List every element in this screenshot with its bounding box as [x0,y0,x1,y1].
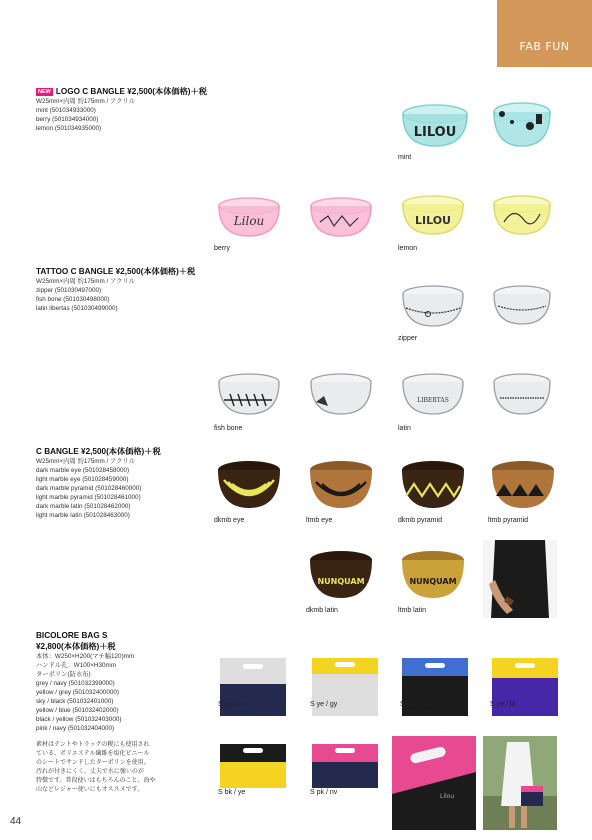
caption-latin: latin [398,425,411,432]
caption-zipper: zipper [398,335,418,342]
bag-spec: ターポリン(防水布) [36,671,91,678]
caption-ltmb-latin: ltmb latin [398,607,427,614]
new-badge: NEW [38,89,51,95]
bag-variant: sky / black (501032401000) [36,698,114,705]
logo-bangle-spec: W25mm×内周 約175mm / アクリル [36,98,135,105]
c-bangle-variant: dark marble latin (501028462000) [36,503,131,510]
bangle-ltmb-eye [306,458,376,512]
bangle-fishbone-front [214,372,284,418]
logo-bangle-title: NEW LOGO C BANGLE ¥2,500(本体価格)＋税 [38,87,207,96]
c-bangle-variant: dark marble pyramid (501028460000) [36,485,142,492]
bangle-dkmb-pyramid [398,458,468,512]
caption-ltmb-pyramid: ltmb pyramid [488,517,529,524]
bangle-dkmb-latin [306,548,376,602]
bangle-zipper-back [490,284,554,328]
page-number: 44 [10,816,22,827]
bag-variant: black / yellow (501032403000) [36,716,122,723]
bangle-ltmb-pyramid [488,458,558,512]
category-tab-label: FAB FUN [519,40,570,53]
latin-text: LIBERTAS [417,397,449,404]
caption-s-bk-ye: S bk / ye [218,789,246,796]
bag-title: BICOLORE BAG S [36,631,108,640]
tattoo-bangle-section [36,266,195,313]
caption-s-gy-nv: S gy / nv [218,701,246,708]
tattoo-bangle-variant: zipper (501030497000) [36,287,102,294]
logo-bangle-variant: mint (501034933000) [36,107,96,114]
caption-s-ye-bl: S ye / bl [490,701,516,708]
caption-s-sky-bk: S sky / bk [400,701,431,708]
bag-variant: yellow / grey (501032400000) [36,689,119,696]
caption-ltmb-eye: ltmb eye [306,517,333,524]
bag-spec: 本体：W250×H200(マチ幅120)mm [36,653,135,660]
c-bangle-variant: dark marble eye (501028458000) [36,467,130,474]
bangle-zipper-front [398,284,468,330]
bangle-fishbone-back [306,372,376,418]
bag-section [36,630,134,733]
logo-lilou-text: LILOU [414,214,452,227]
bangle-berry-front [214,196,284,240]
bangle-lemon-back [490,194,554,238]
bag-variant: pink / navy (501032404000) [36,725,115,732]
bangle-mint-front [398,102,472,152]
category-tab [497,0,592,67]
bangle-dkmb-eye [214,458,284,512]
caption-s-pk-nv: S pk / nv [310,789,338,796]
bangle-latin-text: NUNQUAM [317,577,365,586]
model-photo-bangle [483,540,557,618]
caption-dkmb-latin: dkmb latin [306,607,338,614]
caption-dkmb-eye: dkmb eye [214,517,245,524]
logo-bangle-variant: berry (501034934000) [36,116,99,123]
bag-model-photo [483,736,557,830]
bag-closeup-photo [392,736,476,830]
bangle-lemon-front [398,194,468,238]
bag-logo-text: Lilou [440,793,455,800]
bangle-ltmb-latin [398,548,468,602]
c-bangle-title: C BANGLE ¥2,500(本体価格)＋税 [36,447,161,456]
logo-bangle-section [36,86,207,133]
c-bangle-section [36,446,161,520]
c-bangle-variant: light marble pyramid (501028461000) [36,494,141,501]
logo-bangle-variant: lemon (501034935000) [36,125,102,132]
c-bangle-variant: light marble latin (501028463000) [36,512,130,519]
bag-variant: grey / navy (501032399000) [36,680,115,687]
logo-lilou-script: Lilou [233,214,265,228]
bangle-berry-back [306,196,376,240]
bag-material-note: 素材はテントやトラックの幌にも使用され ている、ポリエステル繊維を塩化ビニール のシートでサンドしたターポリンを使用。 汚れが付きにくく、丈夫で水に強いのが 特徴です。普段使いはもちろんのこと、海や 山などレジャー使いにもオススメです。 [36,742,156,793]
tattoo-bangle-title: TATTOO C BANGLE ¥2,500(本体価格)＋税 [36,267,196,276]
bangle-mint-back [490,100,554,152]
caption-dkmb-pyramid: dkmb pyramid [398,517,442,524]
logo-lilou-text: LILOU [413,125,457,140]
caption-lemon: lemon [398,245,418,252]
c-bangle-spec: W25mm×内周 約175mm / アクリル [36,458,135,465]
tattoo-bangle-variant: fish bone (501030498000) [36,296,110,303]
c-bangle-variant: light marble eye (501028459000) [36,476,129,483]
bag-spec: ハンドル孔：W100×H30mm [36,662,116,669]
bangle-latin-text: NUNQUAM [409,577,457,586]
bag-pink-navy [310,742,380,790]
bag-price: ¥2,800(本体価格)＋税 [36,642,116,651]
bag-variant: yellow / blue (501032402000) [36,707,119,714]
bag-black-yellow [218,742,288,790]
caption-mint: mint [398,154,412,161]
tattoo-bangle-spec: W25mm×内周 約175mm / アクリル [36,278,135,285]
caption-berry: berry [214,245,230,252]
tattoo-bangle-variant: latin libertas (501030499000) [36,305,118,312]
bangle-latin-back [490,372,554,418]
caption-fish-bone: fish bone [214,425,243,432]
bangle-latin-front [398,372,468,418]
caption-s-ye-gy: S ye / gy [310,701,338,708]
